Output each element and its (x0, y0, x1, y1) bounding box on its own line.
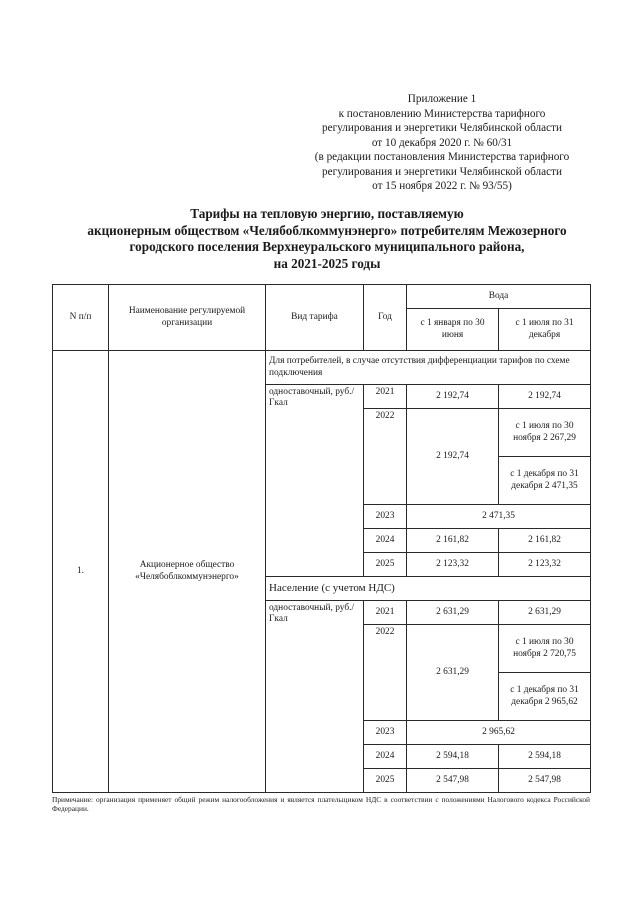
tariff-value: 2 192,74 (407, 385, 499, 409)
header-year: Год (364, 285, 407, 351)
year-cell: 2022 (364, 409, 407, 505)
tariff-value: 2 631,29 (499, 601, 591, 625)
footnote: Примечание: организация применяет общий режим налогообложения и является плательщиком НДС в соответствии с положениями Налогового кодекса Российской Федерации. (52, 795, 590, 814)
tariff-value: 2 161,82 (499, 529, 591, 553)
year-cell: 2023 (364, 721, 407, 745)
title-line: Тарифы на тепловую энергию, поставляемую (190, 206, 464, 221)
header-period-1: с 1 января по 30 июня (407, 309, 499, 351)
title-line: городского поселения Верхнеуральского муниципального района, (129, 239, 525, 254)
annex-line: от 15 ноября 2022 г. № 93/55) (372, 180, 512, 192)
tariff-type: одноставочный, руб./Гкал (266, 385, 364, 577)
tariff-type: одноставочный, руб./Гкал (266, 601, 364, 793)
tariff-value: с 1 декабря по 31 декабря 2 965,62 (499, 673, 591, 721)
annex-line: (в редакции постановления Министерства тарифного (314, 151, 570, 163)
tariff-value: 2 471,35 (407, 505, 591, 529)
section-title: Население (с учетом НДС) (266, 577, 591, 601)
row-number: 1. (53, 351, 109, 793)
year-cell: 2022 (364, 625, 407, 721)
tariff-value: 2 547,98 (499, 769, 591, 793)
tariff-value: 2 161,82 (407, 529, 499, 553)
tariff-value: 2 123,32 (407, 553, 499, 577)
annex-line: Приложение 1 (407, 93, 477, 105)
tariff-value: 2 192,74 (499, 385, 591, 409)
annex-line: от 10 декабря 2020 г. № 60/31 (371, 136, 513, 149)
section-title: Для потребителей, в случае отсутствия дифференциации тарифов по схеме подключения (266, 351, 591, 385)
year-cell: 2021 (364, 385, 407, 409)
document-title (40, 206, 614, 272)
annex-line: регулирования и энергетики Челябинской области (322, 165, 562, 178)
tariff-table-container (52, 284, 590, 793)
tariff-table (52, 284, 591, 793)
title-line: акционерным обществом «Челябоблкоммунэнерго» потребителям Межозерного (87, 222, 567, 238)
year-cell: 2021 (364, 601, 407, 625)
year-cell: 2024 (364, 745, 407, 769)
year-cell: 2025 (364, 553, 407, 577)
header-tariff-type: Вид тарифа (266, 285, 364, 351)
header-organization: Наименование регулируемой организации (109, 285, 266, 351)
year-cell: 2024 (364, 529, 407, 553)
tariff-value: с 1 июля по 30 ноября 2 267,29 (499, 409, 591, 457)
annex-line: регулирования и энергетики Челябинской области (322, 122, 562, 134)
tariff-value: 2 192,74 (407, 409, 499, 505)
annex-line: к постановлению Министерства тарифного (338, 107, 546, 120)
tariff-value: 2 594,18 (499, 745, 591, 769)
tariff-value: 2 631,29 (407, 601, 499, 625)
tariff-value: с 1 июля по 30 ноября 2 720,75 (499, 625, 591, 673)
year-cell: 2023 (364, 505, 407, 529)
header-water: Вода (407, 285, 591, 309)
annex-reference (292, 92, 592, 194)
header-num: N п/п (53, 285, 109, 351)
header-period-2: с 1 июля по 31 декабря (499, 309, 591, 351)
tariff-value: 2 594,18 (407, 745, 499, 769)
tariff-value: 2 123,32 (499, 553, 591, 577)
year-cell: 2025 (364, 769, 407, 793)
tariff-value: 2 965,62 (407, 721, 591, 745)
organization-name: Акционерное общество «Челябоблкоммунэнерго» (109, 351, 266, 793)
tariff-value: 2 631,29 (407, 625, 499, 721)
title-line: на 2021-2025 годы (273, 255, 381, 271)
tariff-value: 2 547,98 (407, 769, 499, 793)
tariff-value: с 1 декабря по 31 декабря 2 471,35 (499, 457, 591, 505)
